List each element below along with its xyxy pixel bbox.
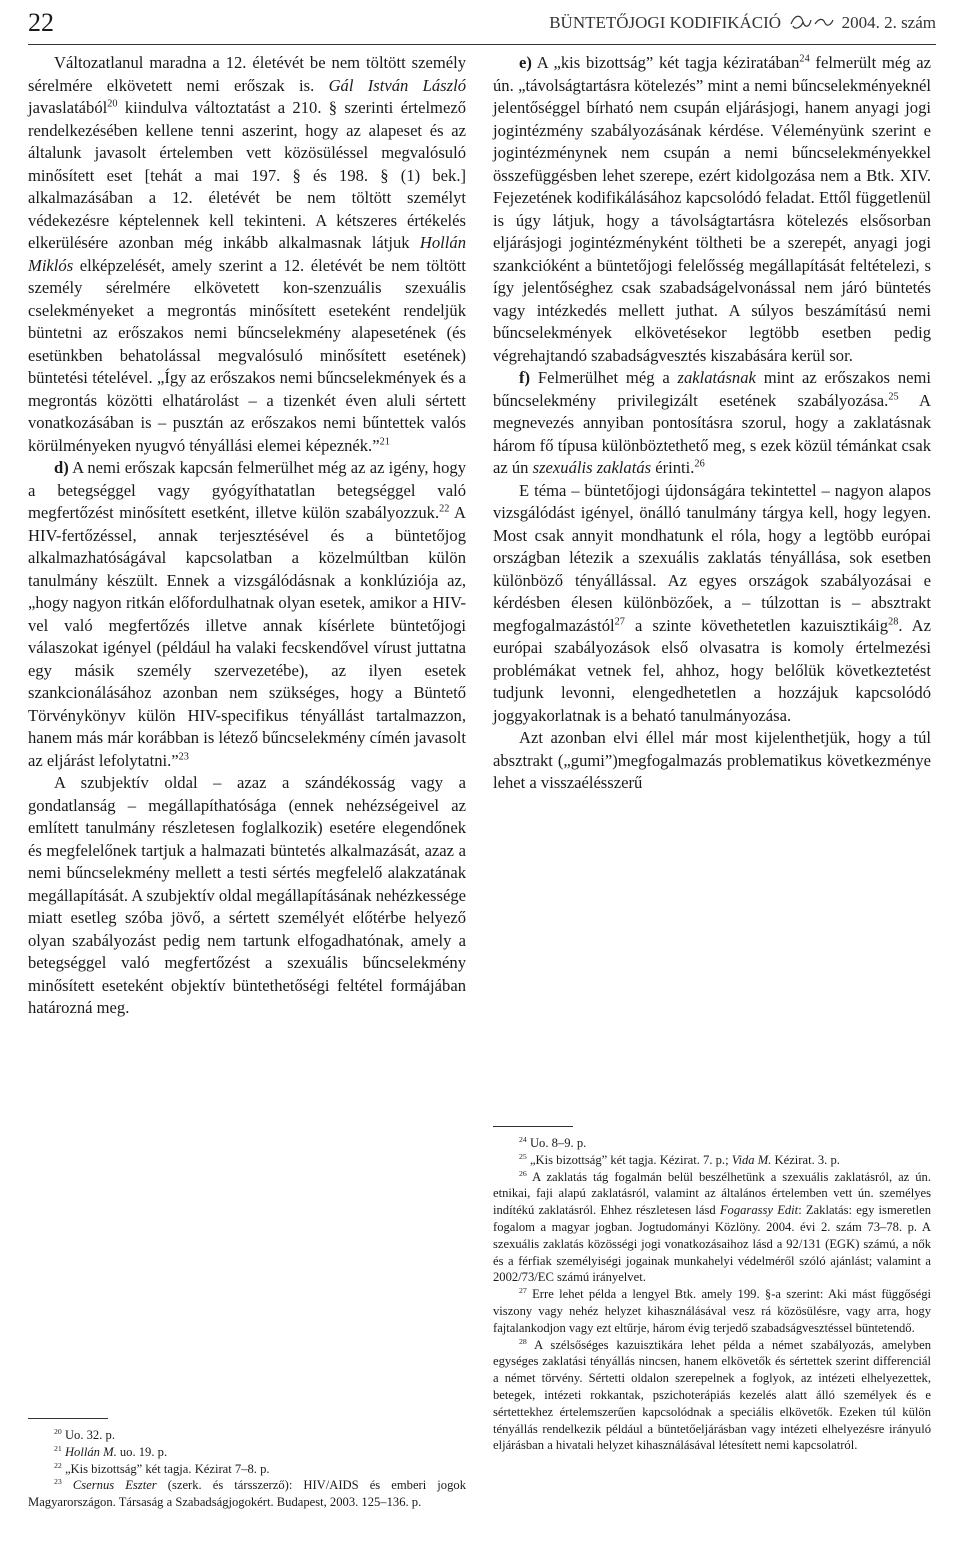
right-column: [493, 52, 931, 795]
footnote-ref[interactable]: 25: [888, 390, 899, 402]
author-name: Gál István László: [328, 75, 467, 95]
paragraph: A szubjektív oldal – azaz a szándékosság vagy a gondatlanság – megállapíthatósága (ennek nehézségeivel az említett tanulmány részletesen foglalkozik) esetére elegendőnek és megfelelőnek tartjuk a halmazati büntetés alkalmazását, azaz a nemi bűncselekmény mellett a testi sértés megfelelő alakzatának megállapítását. A szubjektív oldal megállapításának nehézkessége miatt esetleg szóba jövő, a sértett személyét előtérbe helyező olyan szabályozást pedig nem tartunk elfogadhatónak, amely a betegséggel való megfertőzést a szexuális bűncselekmény minősített eseteként objektív büntethetőségi feltétel formájában határozná meg.: [28, 773, 466, 1017]
footnote-rule: [493, 1126, 573, 1127]
left-column: [28, 52, 466, 1020]
footnote: $^{23}$ Csernus Eszter (szerk. és társszerző): HIV/AIDS és emberi jogok Magyarországon. Társaság a Szabadságjogokért. Budapest, 2003. 125–136. p.: [28, 1477, 466, 1510]
paragraph: Változatlanul maradna a 12. életévét be nem töltött személy sérelmére elkövetett nemi erőszak is. Gál István László javaslatából$^{20}$ kiindulva változtatást a 210. § szerinti értelmező rendelkezésében kellene tenni aszerint, hogy az alapeset és az általunk javasolt értelemben vett közösüléssel megvalósuló minősített eset [tehát a mai 197. § és 198. § (1) bek.] alkalmazásában a 12. életévét be nem töltött személyt védekezésre képtelennek kell tekinteni. A kétszeres értékelés elkerülésére azonban még inkább alkalmasnak látjuk Hollán Miklós elképzelését, amely szerint a 12. életévét be nem töltött személy sérelmére elkövetett kon-szenzuális szexuális cselekményeket a megrontás minősített eseteként rendeljük büntetni az erőszakos nemi bűncselekmény alapesetének (és esetünkben behatolással megvalósuló minősített esetének) büntetési tételével. „Így az erőszakos nemi bűncselekmények és a megrontás közötti elhatárolást – a tizenkét éven aluli sértett vonatkozásában is – pusztán az erőszakos nemi bűntettek valós körülményeken nyugvó tényállási elemei képeznék.”$^{21}$: [28, 53, 467, 455]
item-label: e): [519, 53, 532, 72]
footnote: $^{28}$ A szélsőséges kazuisztikára lehet példa a német szabályozás, amelyben egységes zaklatási tényállás nincsen, hanem elkövetők és sértettek szerint differenciál a német törvény. Sértetti oldalon szerepelnek a foglyok, az intézeti elhelyezettek, betegek, intézeti rokkantak, pszichoterápiás kezelés alatt álló személyek és e sértettekhez értelemszerűen kapcsolódnak a speciális elkövetők. Ezeken túl külön tényállás rendelkezik például a büntetőeljárásban vagy intézeti elhelyezésre irányuló eljárásban a hivatali helyzet kihasználásával létesített nemi kapcsolatról.: [493, 1336, 931, 1453]
footnote-ref[interactable]: 23: [178, 750, 189, 762]
issue-label: 2004. 2. szám: [841, 13, 936, 32]
journal-header: [549, 11, 936, 35]
footnote-ref[interactable]: 21: [379, 435, 390, 447]
footnotes-left: [28, 1418, 466, 1511]
footnote-ref[interactable]: 28: [888, 615, 899, 627]
paragraph: d) A nemi erőszak kapcsán felmerülhet még az az igény, hogy a betegséggel vagy gyógyíthatatlan betegséggel való megfertőzést minősített esetként, illetve külön szabályozzuk.$^{22}$ A HIV-fertőzéssel, annak terjesztésével és a büntetőjog alkalmazhatóságával kapcsolatban a közelmúltban külön tanulmány készült. Ennek a vizsgálódásnak a konklúziója az, „hogy nagyon ritkán előfordulhatnak olyan esetek, amikor a HIV-vel való megfertőzés illetve annak kísérlete büntetőjogi válaszokat igényel (például ha valaki fecskendővel vírust juttatna egy másik személy szervezetébe), az ilyen esetek szankcionálásához azonban nem szükséges, hogy a Büntető Törvénykönyv külön HIV-specifikus tényállást tartalmazzon, hanem más már korábban is létező bűncselekmény címén javasolt az eljárást lefolytatni.”$^{23}$: [28, 458, 467, 770]
footnote: $^{20}$ Uo. 32. p.: [54, 1426, 115, 1442]
paragraph: e) A „kis bizottság” két tagja kéziratában$^{24}$ felmerült még az ún. „távolságtartásra kötelezés” mint a nemi bűncselekményeknél jelentőséggel bírható nem csupán eljárásjogi, hanem anyagi jogi jogintézmény szabályozásának kérdése. Véleményünk szerint e jogintézménynek nem csupán a nemi bűncselekményekkel összefüggésben lehet szerepe, ezért kidolgozása nem a Btk. XIV. Fejezetének kodifikálásához kapcsolódó feladat. Ettől függetlenül is úgy látjuk, hogy a távolságtartásra kötelezés elsősorban eljárásjogi jogintézményként töltheti be a szerepét, anyagi jogi szankcióként a büntetőjogi felelősség megállapítását feltételezi, s így jelentőséghez csak szabadságelvonással nem járó büntetés vagy intézkedés mellett juthat. A súlyos beszámítású nemi bűncselekmények elkövetésekor legtöbb esetben pedig végrehajtandó szabadságvesztés kiszabására kerül sor.: [493, 53, 932, 365]
footnote-rule: [28, 1418, 108, 1419]
footnote-ref[interactable]: 20: [107, 98, 118, 110]
footnotes-right: [493, 1126, 931, 1454]
page-number: 22: [28, 8, 54, 37]
journal-title: BÜNTETŐJOGI KODIFIKÁCIÓ: [549, 13, 782, 32]
header-rule: [28, 44, 936, 45]
ornament-icon: [787, 12, 835, 32]
running-header: [28, 6, 936, 44]
footnote-ref[interactable]: 27: [614, 615, 625, 627]
footnote: $^{25}$ „Kis bizottság” két tagja. Kézirat. 7. p.; Vida M. Kézirat. 3. p.: [519, 1151, 840, 1167]
footnote-ref[interactable]: 24: [799, 53, 810, 65]
footnote: $^{22}$ „Kis bizottság” két tagja. Kézirat 7–8. p.: [54, 1460, 270, 1476]
paragraph: E téma – büntetőjogi újdonságára tekintettel – nagyon alapos vizsgálódást igényel, önálló tanulmány tárgya kell, hogy legyen. Most csak annyit mondhatunk el róla, hogy a legtöbb európai országban létezik a szexuális zaklatás tényállása, sok esetben különböző tényállással. Az egyes országok szabályozásai e kérdésben élesen különbözőek, a – túlzottan is – absztrakt megfogalmazástól$^{27}$ a szinte követhetetlen kazuisztikáig$^{28}$. Az európai szabályozások első olvasatra is komoly értelmezési problémákat vetnek fel, ahhoz, hogy belőlük következtetést tudjunk levonni, elengedhetetlen a hozzájuk kapcsolódó joggyakorlatnak is a beható tanulmányozása.: [493, 480, 931, 725]
paragraph: f) Felmerülhet még a zaklatásnak mint az erőszakos nemi bűncselekmény privilegizált esetének szabályozása.$^{25}$ A megnevezés annyiban pontosításra szorul, hogy a zaklatásnak három fő típusa különböztethető meg, s ezek közül témánkat csak az ún szexuális zaklatás érinti.$^{26}$: [493, 368, 932, 477]
item-label: f): [519, 368, 531, 387]
paragraph: Azt azonban elvi éllel már most kijelenthetjük, hogy a túl absztrakt („gumi”)megfogalmazás problematikus következménye lehet a visszaélésszerű: [493, 728, 931, 792]
footnote: $^{21}$ Hollán M. uo. 19. p.: [54, 1443, 168, 1459]
footnote-ref[interactable]: 26: [694, 458, 705, 470]
author-name: Hollán Miklós: [28, 233, 466, 275]
footnote: $^{26}$ A zaklatás tág fogalmán belül beszélhetünk a szexuális zaklatásról, az ún. etnikai, faji alapú zaklatásról, valamint az általános értelemben vett ún. személyes indítékú zaklatásról. Ehhez részletesen lásd Fogarassy Edit: Zaklatás: egy ismeretlen fogalom a magyar jogban. Jogtudományi Közlöny. 2004. évi 2. szám 73–78. p. A szexuális zaklatás közösségi jogi vonatkozásaihoz lásd a 92/131 (EGK) számú, a nők és a férfiak személyiségi jogainak munkahelyi védelméről szóló ajánlást; valamint a 2002/73/EC számú irányelvet.: [493, 1168, 932, 1285]
footnote-ref[interactable]: 22: [439, 503, 450, 515]
item-label: d): [54, 458, 69, 477]
footnote: $^{27}$ Erre lehet példa a lengyel Btk. amely 199. §-a szerint: Aki mást függőségi viszony vagy nehéz helyzet kihasználásával vesz rá közösülésre, vagy arra, hogy fajtalankodjon vagy ezt eltűrje, három évig terjedő szabadságvesztéssel büntetendő.: [493, 1285, 931, 1335]
footnote: $^{24}$ Uo. 8–9. p.: [519, 1134, 587, 1150]
